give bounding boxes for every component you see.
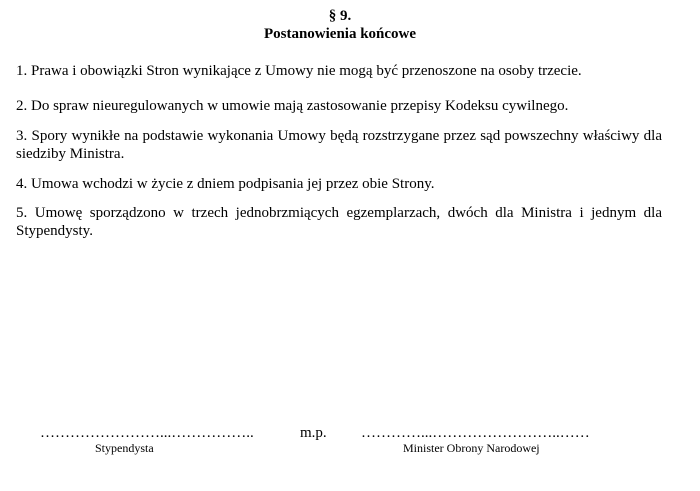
paragraph-4: 4. Umowa wchodzi w życie z dniem podpisania jej przez obie Strony. bbox=[16, 176, 435, 192]
stamp-placeholder: m.p. bbox=[300, 425, 327, 441]
paragraph-3: 3. Spory wynikłe na podstawie wykonania Umowy będą rozstrzygane przez sąd powszechny właściwy dla siedziby Ministra. bbox=[16, 128, 662, 162]
section-title: Postanowienia końcowe bbox=[263, 26, 417, 42]
paragraph-1: 1. Prawa i obowiązki Stron wynikające z Umowy nie mogą być przenoszone na osoby trzecie. bbox=[16, 63, 582, 79]
signature-line-minister: …………...……………………..…… bbox=[361, 425, 590, 441]
section-number: § 9. bbox=[328, 8, 352, 24]
paragraph-2: 2. Do spraw nieuregulowanych w umowie mają zastosowanie przepisy Kodeksu cywilnego. bbox=[16, 98, 569, 114]
signature-label-minister: Minister Obrony Narodowej bbox=[403, 441, 540, 455]
signature-line-stypendysta: ……………………...…………….. bbox=[40, 425, 254, 441]
paragraph-5: 5. Umowę sporządzono w trzech jednobrzmiących egzemplarzach, dwóch dla Ministra i jednym dla Stypendysty. bbox=[16, 205, 662, 239]
signature-label-stypendysta: Stypendysta bbox=[95, 441, 154, 455]
